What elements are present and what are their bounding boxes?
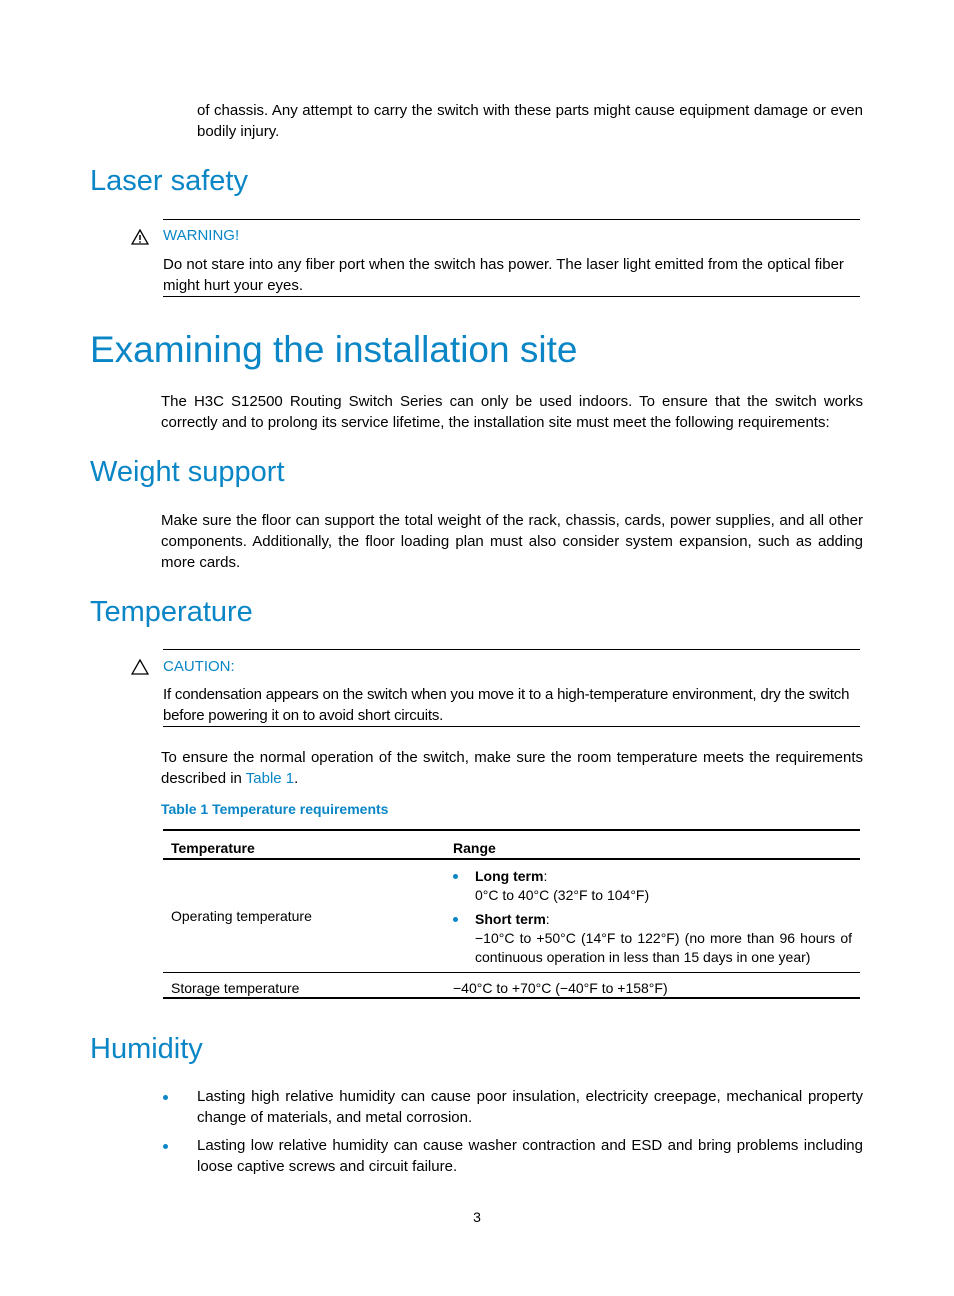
table-1-link[interactable]: Table 1 bbox=[245, 770, 295, 787]
cell-operating-range bbox=[445, 859, 860, 973]
list-item bbox=[453, 867, 852, 905]
short-term-detail: −10°C to +50°C (14°F to 122°F) (no more than 96 hours of continuous operation in less than 15 days in one year) bbox=[475, 929, 852, 965]
installation-site-intro: The H3C S12500 Routing Switch Series can only be used indoors. To ensure that the switch works correctly and to prolong its service lifetime, the installation site must meet the following requirements: bbox=[161, 393, 863, 431]
temperature-heading: Temperature bbox=[90, 596, 253, 628]
page-number: 3 bbox=[473, 1209, 481, 1225]
long-term-detail: 0°C to 40°C (32°F to 104°F) bbox=[475, 886, 650, 903]
table-row bbox=[163, 859, 860, 973]
caution-icon bbox=[131, 659, 149, 675]
bullet-icon bbox=[453, 874, 458, 879]
temperature-text bbox=[161, 747, 863, 789]
header-range: Range bbox=[445, 831, 860, 859]
temperature-text-after: . bbox=[294, 770, 299, 787]
operating-range-list bbox=[453, 867, 852, 967]
humidity-bullet-text: Lasting low relative humidity can cause washer contraction and ESD and bring problems including loose captive screws and circuit failure. bbox=[197, 1137, 863, 1175]
header-temperature: Temperature bbox=[163, 831, 445, 859]
table-bottom-rule bbox=[163, 997, 860, 999]
humidity-heading: Humidity bbox=[90, 1033, 203, 1065]
cell-storage-temperature: Storage temperature bbox=[171, 979, 300, 996]
caution-top-rule bbox=[163, 649, 860, 650]
long-term-label: Long term bbox=[475, 867, 544, 884]
temperature-text-before: To ensure the normal operation of the switch, make sure the room temperature meets the requirements described in bbox=[161, 749, 863, 787]
caution-bottom-rule bbox=[163, 726, 860, 727]
list-item bbox=[453, 910, 852, 967]
weight-support-text: Make sure the floor can support the total weight of the rack, chassis, cards, power supplies, and all other components. Additionally, the floor loading plan must also consider system expansion, such as adding more cards. bbox=[161, 512, 863, 571]
weight-support-heading: Weight support bbox=[90, 456, 285, 488]
notice-bottom-rule bbox=[163, 296, 860, 297]
bullet-icon bbox=[163, 1144, 168, 1149]
temperature-table bbox=[163, 831, 860, 1003]
list-item bbox=[161, 1135, 863, 1177]
continuation-paragraph: of chassis. Any attempt to carry the switch with these parts might cause equipment damage or even bodily injury. bbox=[197, 102, 863, 140]
humidity-list bbox=[161, 1086, 863, 1184]
bullet-icon bbox=[453, 917, 458, 922]
warning-text: Do not stare into any fiber port when the switch has power. The laser light emitted from the optical fiber might hurt your eyes. bbox=[163, 256, 844, 294]
humidity-bullet-text: Lasting high relative humidity can cause poor insulation, electricity creepage, mechanical property change of materials, and metal corrosion. bbox=[197, 1088, 863, 1126]
caution-label: CAUTION: bbox=[163, 658, 235, 675]
short-term-suffix: : bbox=[545, 910, 550, 927]
warning-label: WARNING! bbox=[163, 227, 240, 244]
table-header-row bbox=[163, 831, 860, 859]
long-term-suffix: : bbox=[543, 867, 548, 884]
bullet-icon bbox=[163, 1095, 168, 1100]
caution-text: If condensation appears on the switch when you move it to a high-temperature environment, dry the switch before powering it on to avoid short circuits. bbox=[163, 686, 850, 724]
installation-site-heading: Examining the installation site bbox=[90, 329, 578, 370]
notice-top-rule bbox=[163, 219, 860, 220]
warning-icon bbox=[131, 229, 149, 245]
cell-operating-temperature: Operating temperature bbox=[163, 859, 445, 973]
cell-storage-range: −40°C to +70°C (−40°F to +158°F) bbox=[453, 979, 668, 996]
short-term-label: Short term bbox=[475, 910, 546, 927]
list-item bbox=[161, 1086, 863, 1128]
laser-safety-heading: Laser safety bbox=[90, 165, 248, 197]
table-caption: Table 1 Temperature requirements bbox=[161, 801, 389, 817]
